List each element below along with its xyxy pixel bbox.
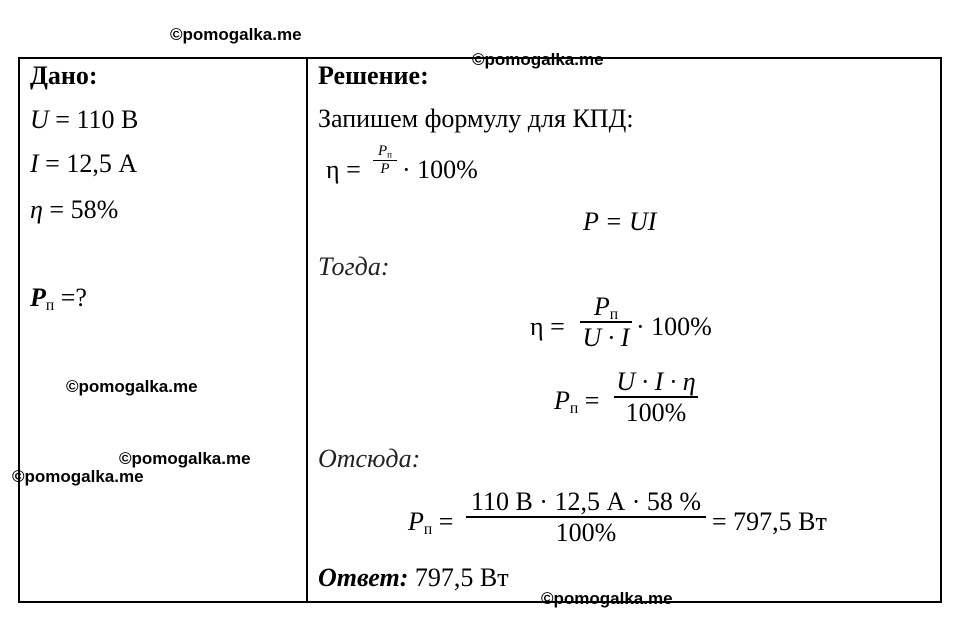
answer-line [318,563,509,593]
given-voltage: U = 110 В [30,105,139,134]
calculation-result: = 797,5 Вт [712,507,827,536]
watermark: ©pomogalka.me [541,589,673,608]
calculation-fraction: 110 В · 12,5 А · 58 % 100% [466,487,706,547]
efficiency-formula-rhs: · 100% [402,155,478,184]
given-efficiency: η = 58% [30,195,119,224]
watermark: ©pomogalka.me [472,50,604,69]
calculation-lhs: $P_п$ = [408,507,454,538]
efficiency-formula-lhs: η = [326,155,361,184]
efficiency-formula-fraction: $P_п$ P [373,143,397,178]
efficiency-expanded-fraction: $P_п$ U · I [580,292,632,352]
solution-intro: Запишем формулу для КПД: [318,104,634,133]
given-current: I = 12,5 А [30,149,138,178]
hence-label: Отсюда: [318,444,421,473]
useful-power-formula-fraction: U · I · η 100% [614,367,698,427]
then-label: Тогда: [318,252,390,281]
watermark: ©pomogalka.me [12,467,144,486]
efficiency-expanded-rhs: · 100% [636,312,712,341]
watermark: ©pomogalka.me [66,377,198,396]
watermark: ©pomogalka.me [119,449,251,468]
column-divider [306,57,308,603]
watermark: ©pomogalka.me [170,25,302,44]
answer-value: 797,5 Вт [414,563,509,592]
unknown-quantity: $P_п$ =? [30,283,87,314]
given-title: Дано: [30,61,98,90]
useful-power-formula-lhs: $P_п$ = [554,386,600,417]
power-formula: P = UI [583,207,657,236]
answer-label: Ответ: [318,563,409,592]
efficiency-expanded-lhs: η = [530,312,565,341]
solution-title: Решение: [318,61,429,90]
